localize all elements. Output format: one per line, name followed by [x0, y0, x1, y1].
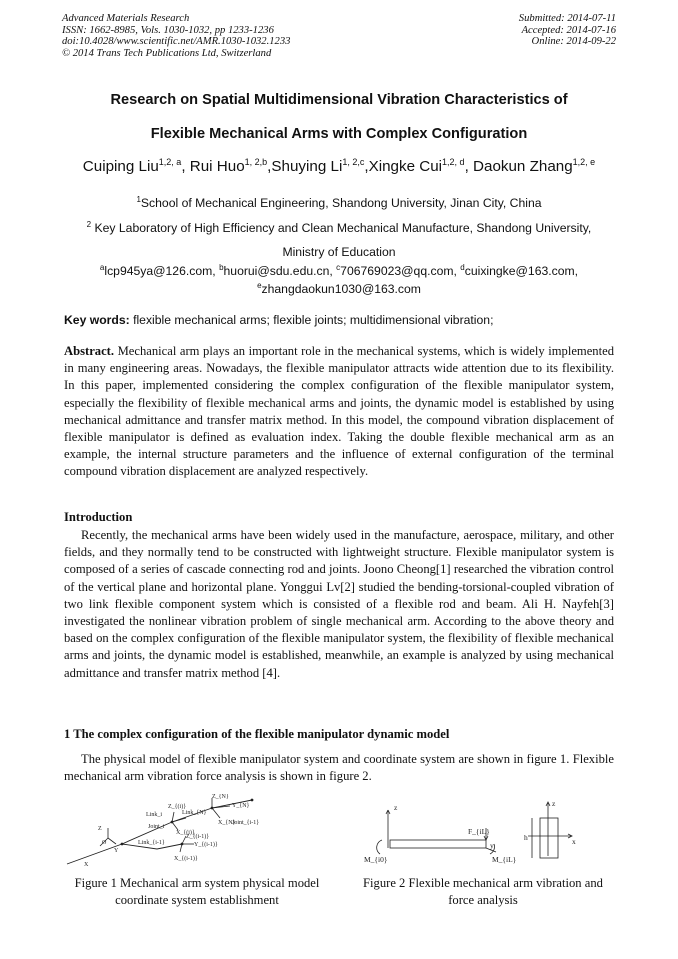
email-address: lcp945ya@126.com,	[104, 264, 220, 278]
submitted-date: Submitted: 2014-07-11	[518, 13, 616, 24]
author-emails	[40, 263, 638, 278]
abstract-text: Mechanical arm plays an important role in the mechanical systems, which is widely implemented in many engineering areas. Nowadays, the flexible manipulator attracts wide attention due to its flexibility. In this paper, implemented considering the complex configuration of the flexible manipulator system, especially the flexibility of flexible mechanical arms and joints, the dynamic model is established by using mechanical admittance and transfer matrix method. In this model, the compound vibration displacement of flexible manipulator is defined as evaluation index. Taking the double flexible mechanical arm as an example, the internal structure parameters and the influence of external configuration of the terminal compound vibration displacement are analyzed respectively.	[64, 344, 614, 479]
joint-dot	[181, 843, 184, 846]
introduction-heading: Introduction	[64, 510, 133, 524]
joint-dot	[121, 843, 124, 846]
fig1-zn-label: Z_{N}	[212, 794, 229, 800]
author-name: Xingke Cui	[368, 158, 443, 175]
paper-title-line-2: Flexible Mechanical Arms with Complex Configuration	[150, 126, 528, 142]
fig2-beam	[390, 840, 486, 848]
xi-axis	[172, 822, 178, 830]
journal-name: Advanced Materials Research	[62, 13, 190, 24]
keywords-label: Key words:	[64, 313, 130, 327]
yi-axis	[172, 818, 186, 822]
publication-info	[62, 13, 290, 59]
fig1-yn-label: Y_{N}	[232, 803, 250, 809]
author-name: Cuiping Liu	[82, 158, 159, 175]
email-address: cuixingke@163.com,	[464, 264, 579, 278]
abstract	[64, 343, 614, 481]
author-affiliation-mark: 1,2, e	[572, 157, 596, 167]
joint-dot	[211, 807, 214, 810]
keywords-text: flexible mechanical arms; flexible joints; multidimensional vibration;	[129, 313, 494, 327]
fig1-zi-label: Z_{(i)}	[168, 804, 187, 810]
affiliation-mark: 1	[136, 195, 141, 204]
fig1-xi-label: X_{(i)}	[176, 830, 195, 836]
fig2-moment-m0	[377, 840, 382, 854]
author-email-last	[40, 281, 638, 296]
author-affiliation-mark: 1, 2,c	[342, 157, 365, 167]
fig2-section-z-label: z	[552, 799, 556, 808]
fig1-joint-i-label: Joint_i	[148, 824, 165, 830]
fig2-cross-section	[540, 818, 558, 858]
figure-2-caption: Figure 2 Flexible mechanical arm vibration and force analysis	[363, 876, 603, 908]
email-mark: a	[99, 263, 105, 272]
section-1-text: The physical model of flexible manipulator system and coordinate system are shown in figure 1. Flexible mechanical arm vibration force analysis is shown in figure 2.	[64, 752, 614, 784]
author-affiliation-mark: 1,2, d	[442, 157, 465, 167]
fig1-yi1-label: Y_{(i-1)}	[194, 842, 218, 848]
fig2-h-label: h	[524, 833, 528, 842]
email-mark: c	[336, 263, 341, 272]
author-name: Daokun Zhang	[473, 158, 573, 175]
keywords	[64, 313, 493, 327]
accepted-date: Accepted: 2014-07-16	[521, 24, 616, 36]
issn: ISSN: 1662-8985, Vols. 1030-1032, pp 1233-1236	[62, 24, 274, 36]
copyright: © 2014 Trans Tech Publications Ltd, Switzerland	[62, 47, 272, 59]
affiliation-2-continued: Ministry of Education	[282, 245, 396, 259]
xn-axis	[212, 808, 220, 818]
fig1-joint-i1-label: Joint_{i-1}	[232, 820, 260, 826]
fig1-o-label: O	[102, 840, 107, 846]
author-separator: ,	[267, 158, 272, 175]
affiliation-text: School of Mechanical Engineering, Shandong University, Jinan City, China	[140, 196, 542, 210]
introduction-text: Recently, the mechanical arms have been widely used in the manufacture, aerospace, military, and other fields, and they normally tend to be constructed with lightweight structure. Flexible manipulator system is composed of a series of cascade connecting rod and joints. Joono Cheong[1] researched the vibration control of the vertical plane and horizontal plane. Yonggui Lv[2] studied the bending-torsional-coupled vibration of two link flexible component system which is consisted of a flexible rod and beam. Ali H. Nayfeh[3] investigated the nonlinear vibration problem of single mechanical arm. According to the above theory and based on the complex configuration of the flexible manipulator system, the flexibility of flexible mechanical arms and joints, the dynamic model is established, meanwhile, an example is analyzed by using mechanical admittance and transfer matrix method [4].	[64, 528, 614, 680]
publication-dates	[519, 13, 616, 48]
fig1-z-label: Z	[98, 826, 102, 832]
joint-dot	[251, 799, 254, 802]
author-separator: ,	[181, 158, 190, 175]
fig1-x-label: X	[84, 862, 89, 868]
email-mark: d	[460, 263, 465, 272]
fig2-m0-label: M_{i0}	[364, 855, 388, 864]
email-mark: b	[219, 263, 224, 272]
author-name: Rui Huo	[189, 158, 245, 175]
author-affiliation-mark: 1,2, a	[158, 157, 182, 167]
fig1-xn-label: X_{N}	[218, 820, 236, 826]
fig2-y-label: y	[490, 841, 494, 850]
online-date: Online: 2014-09-22	[531, 36, 616, 48]
figure-2-diagram	[358, 796, 588, 868]
author-separator: ,	[464, 158, 474, 175]
section-1-heading: 1 The complex configuration of the flexible manipulator dynamic model	[64, 727, 450, 741]
paper-title-line-1: Research on Spatial Multidimensional Vibration Characteristics of	[110, 92, 568, 108]
email-mark: e	[257, 281, 262, 290]
figure-1-diagram	[62, 794, 338, 870]
fig1-y-label: Y	[114, 848, 119, 854]
fig1-link-i1-label: Link_{i-1}	[138, 840, 165, 846]
abstract-label: Abstract.	[64, 344, 115, 358]
fig1-xi1-label: X_{(i-1)}	[174, 856, 198, 862]
fig2-x-label: x	[572, 837, 576, 846]
fig1-link-n-label: Link_{N}	[182, 810, 207, 816]
author-name: Shuying Li	[271, 158, 343, 175]
fig2-z-label: z	[394, 803, 398, 812]
fig1-link-i-label: Link_i	[146, 812, 162, 818]
fig1-zi1-label: Z_{(i-1)}	[186, 834, 210, 840]
y-axis-arrow	[108, 838, 116, 844]
zi-axis	[172, 812, 174, 822]
affiliation-2	[40, 220, 638, 235]
author-affiliation-mark: 1, 2,b	[244, 157, 268, 167]
author-separator: ,	[364, 158, 369, 175]
email-address: 706769023@qq.com,	[340, 264, 461, 278]
affiliation-1	[40, 195, 638, 210]
manipulator-chain	[67, 800, 252, 864]
affiliation-mark: 2	[86, 220, 92, 229]
affiliation-text: Key Laboratory of High Efficiency and Clean Mechanical Manufacture, Shandong University,	[91, 221, 592, 235]
fig2-ml-label: M_{iL}	[492, 855, 517, 864]
fig2-force-label: F_{iL}	[468, 827, 490, 836]
author-list	[40, 157, 638, 175]
email-address: huorui@sdu.edu.cn,	[223, 264, 337, 278]
figure-1-caption: Figure 1 Mechanical arm system physical model coordinate system establishment	[74, 876, 320, 908]
doi: doi:10.4028/www.scientific.net/AMR.1030-1032.1233	[62, 36, 291, 48]
email-address: zhangdaokun1030@163.com	[261, 282, 421, 296]
joint-dot	[171, 821, 174, 824]
